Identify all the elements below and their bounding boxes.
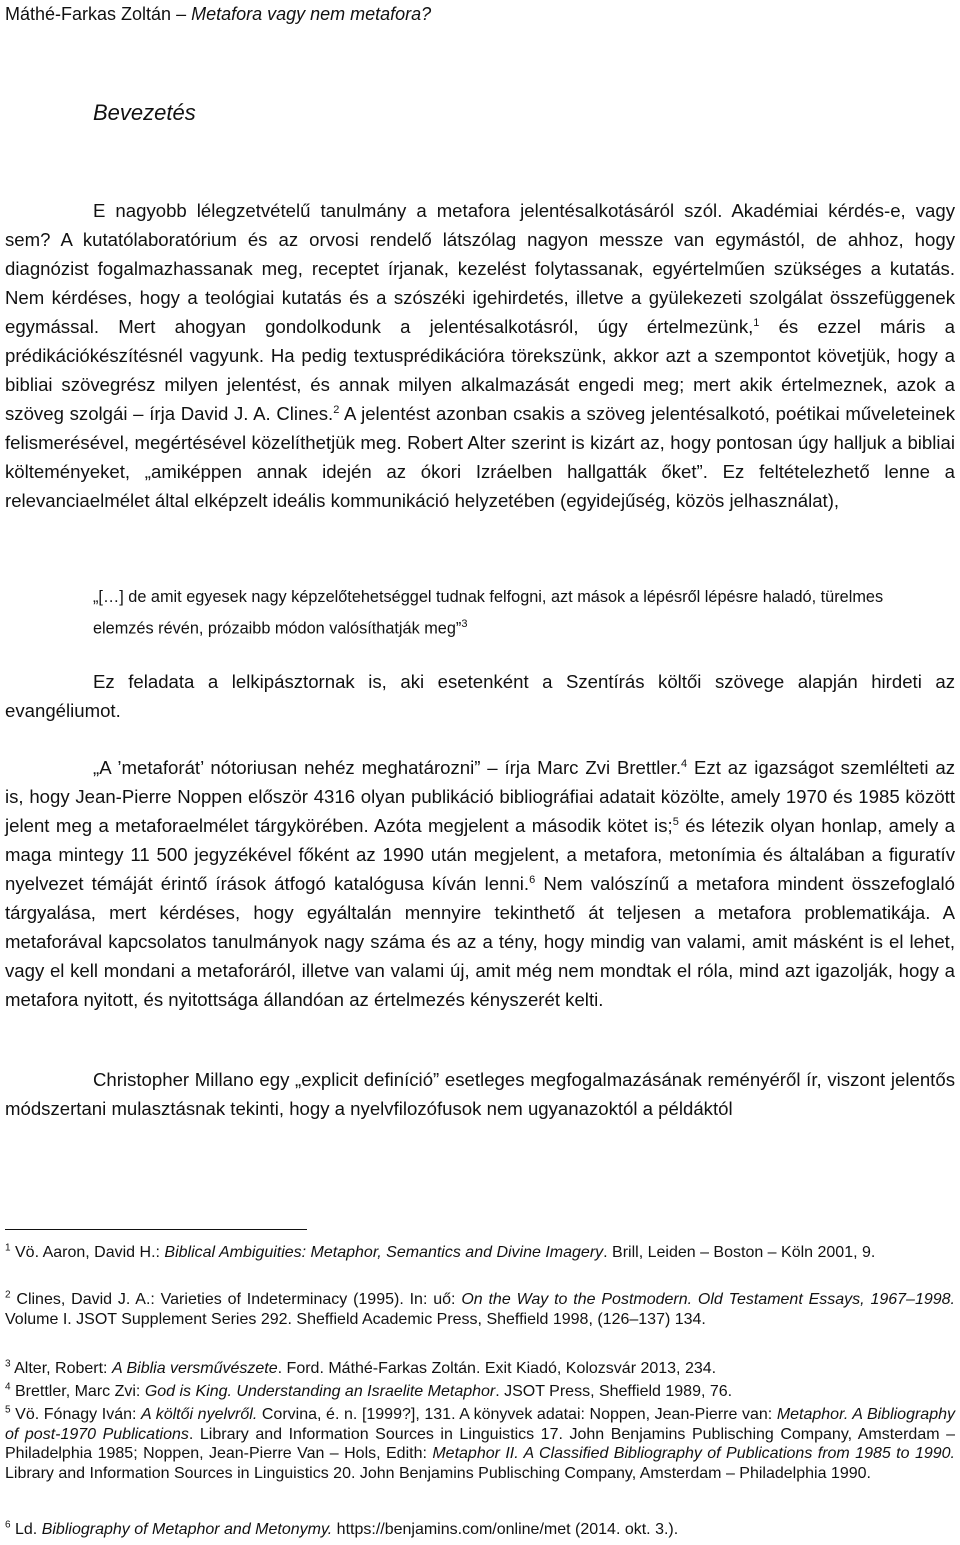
footnote-3-title: A Biblia versművészete bbox=[111, 1360, 278, 1377]
running-header bbox=[5, 3, 431, 25]
quote-text: „[…] de amit egyesek nagy képzelőtehetséggel tudnak felfogni, azt mások a lépésről lépésre haladó, türelmes elemzés révén, prózaibb módon valósíthatják meg” bbox=[93, 588, 884, 638]
footnote-5-pub: Library and Information Sources in Linguistics 20. John Benjamins Publisching Company, Amsterdam – Philadelphia 1990. bbox=[5, 1464, 871, 1482]
para1-text-b: és ezzel máris a prédikációkészítésnél vagyunk. Ha pedig textusprédikációra törekszünk, akkor azt a szempontot követjük, hogy a bibliai szövegrész milyen jelentést, és annak milyen alkalmazását engedi meg; mert akik értelmeznek, azok a szöveg szolgái – írja David J. A. Clines. bbox=[5, 316, 955, 424]
footnote-6-title: Bibliography of Metaphor and Metonymy. bbox=[41, 1521, 333, 1538]
section-title: Bevezetés bbox=[93, 100, 196, 125]
header-author: Máthé-Farkas Zoltán bbox=[5, 4, 172, 24]
footnote-1-text: Vö. Aaron, David H.: bbox=[10, 1244, 165, 1261]
header-title: Metafora vagy nem metafora? bbox=[191, 4, 432, 24]
footnote-4 bbox=[5, 1382, 955, 1402]
footnote-5-number: 5 bbox=[5, 1404, 11, 1416]
footnote-3-pub: . Ford. Máthé-Farkas Zoltán. Exit Kiadó, Kolozsvár 2013, 234. bbox=[277, 1360, 717, 1377]
footnote-4-number: 4 bbox=[5, 1381, 11, 1393]
para3-text-d: Nem valószínű a metafora mindent összefoglaló tárgyalása, mert kérdéses, hogy egyáltalán mennyire tekinthető át teljesen a metafora problematikája. A metaforával kapcsolatos tanulmányok nagy száma és az a tény, hogy mindig van valami, amit másként is el lehet, vagy el kell mondani a metaforáról, illetve van valami új, amit még nem mondtak el róla, mind azt igazolják, hogy a metafora nyitott, és nyitottsága állandóan az értelmezés kényszerét kelti. bbox=[5, 873, 955, 1010]
footnote-ref-4[interactable]: 4 bbox=[681, 757, 688, 770]
footnote-ref-6[interactable]: 6 bbox=[529, 873, 536, 886]
footnote-3-text: Alter, Robert: bbox=[10, 1360, 112, 1377]
footnote-6 bbox=[5, 1520, 955, 1540]
footnote-ref-2[interactable]: 2 bbox=[333, 403, 340, 416]
footnote-5-title-2: Metaphor. A Bibliography of post-1970 Publications bbox=[5, 1406, 956, 1443]
para1-text-a: E nagyobb lélegzetvételű tanulmány a metafora jelentésalkotásáról szól. Akadémiai kérdés-e, vagy sem? A kutatólaboratórium és az orvosi rendelő látszólag nagyon messze van egymástól, de ahhoz, hogy diagnózist fogalmazhassanak meg, receptet írjanak, kezelést folytassanak, egyértelműen szükséges a kutatás. Nem kérdéses, hogy a teológiai kutatás és a szószéki igehirdetés, illetve a gyülekezeti szolgálat összefüggenek egymással. Mert ahogyan gondolkodunk a jelentésalkotásról, úgy értelmezünk, bbox=[5, 200, 955, 337]
footnote-5-text: Vö. Fónagy Iván: bbox=[10, 1406, 142, 1423]
footnote-5-text-3: . Library and Information Sources in Linguistics 17. John Benjamins Publisching Company, Amsterdam – Philadelphia 1985; Noppen, Jean-Pierre Van – Hols, Edith: bbox=[5, 1425, 956, 1462]
footnote-2 bbox=[5, 1290, 955, 1329]
paragraph-evangelium: Ez feladata a lelkipásztornak is, aki esetenként a Szentírás költői szövege alapján hirdeti az evangéliumot. bbox=[5, 671, 955, 721]
footnote-1-number: 1 bbox=[5, 1242, 11, 1254]
footnote-1-pub: . Brill, Leiden – Boston – Köln 2001, 9. bbox=[603, 1244, 876, 1261]
footnote-ref-1[interactable]: 1 bbox=[753, 316, 760, 329]
para1-text-c: A jelentést azonban csakis a szöveg jelentésalkotó, poétikai műveleteinek felismerésével, megértésével közelíthetjük meg. Robert Alter szerint is kizárt az, hogy pontosan úgy halljuk a bibliai költeményeket, „amiképpen annak idején az ókori Izráelben hallgatták őket”. Ez feltételezhető lenne a relevanciaelmélet által elképzelt ideális kommunikáció helyzetében (egyidejűség, közös jelhasználat), bbox=[5, 403, 955, 511]
footnote-4-title: God is King. Understanding an Israelite Metaphor bbox=[144, 1383, 496, 1400]
footnote-ref-5[interactable]: 5 bbox=[672, 815, 679, 828]
footnote-3 bbox=[5, 1359, 955, 1379]
para3-text-b: Ezt az igazságot szemlélteti az is, hogy Jean-Pierre Noppen először 4316 olyan publikáció bibliográfiai adatait közölte, amely 1970 és 1985 között jelent meg a metaforaelmélet tárgykörében. Azóta megjelent a második kötet is; bbox=[5, 757, 955, 836]
footnote-6-number: 6 bbox=[5, 1519, 11, 1531]
header-separator: – bbox=[171, 4, 192, 24]
footnote-2-title: On the Way to the Postmodern. Old Testament Essays, 1967–1998. bbox=[461, 1291, 955, 1308]
footnote-5-title: A költői nyelvről. bbox=[141, 1406, 258, 1423]
footnote-2-number: 2 bbox=[5, 1289, 11, 1301]
footnote-1 bbox=[5, 1243, 955, 1263]
footnote-6-link: https://benjamins.com/online/met (2014. okt. 3.). bbox=[332, 1521, 679, 1538]
paragraph-intro bbox=[5, 196, 955, 515]
footnote-3-number: 3 bbox=[5, 1358, 11, 1370]
footnote-1-title: Biblical Ambiguities: Metaphor, Semantics and Divine Imagery bbox=[164, 1244, 604, 1261]
paragraph-metaphor bbox=[5, 753, 955, 1014]
footnote-2-text: Clines, David J. A.: Varieties of Indeterminacy (1995). In: uő: bbox=[10, 1291, 462, 1308]
footnote-5-title-3: Metaphor II. A Classified Bibliography of Publications from 1985 to 1990. bbox=[432, 1445, 955, 1462]
para3-text-c: és létezik olyan honlap, amely a maga mintegy 11 500 jegyzékével főként az 1990 után megjelent, a metafora, metonímia és általában a figuratív nyelvezet témáját érintő írások átfogó katalógusa kíván lenni. bbox=[5, 815, 955, 894]
footnote-4-text: Brettler, Marc Zvi: bbox=[10, 1383, 145, 1400]
footnote-5 bbox=[5, 1405, 955, 1483]
footnote-4-pub: . JSOT Press, Sheffield 1989, 76. bbox=[495, 1383, 733, 1400]
footnote-2-pub: Volume I. JSOT Supplement Series 292. Sheffield Academic Press, Sheffield 1998, (126–137) 134. bbox=[5, 1310, 706, 1328]
block-quote bbox=[93, 584, 938, 642]
footnote-separator bbox=[5, 1229, 307, 1230]
para3-text-a: „A ’metaforát’ nótoriusan nehéz meghatározni” – írja Marc Zvi Brettler. bbox=[93, 757, 682, 778]
paragraph-millano: Christopher Millano egy „explicit definíció” esetleges megfogalmazásának reményéről ír, viszont jelentős módszertani mulasztásnak tekinti, hogy a nyelvfilozófusok nem ugyanazoktól a példáktól bbox=[5, 1069, 955, 1119]
footnote-ref-3[interactable]: 3 bbox=[461, 618, 468, 630]
footnote-6-text: Ld. bbox=[10, 1521, 42, 1538]
footnote-5-text-2: Corvina, é. n. [1999?], 131. A könyvek adatai: Noppen, Jean-Pierre van: bbox=[257, 1406, 777, 1423]
